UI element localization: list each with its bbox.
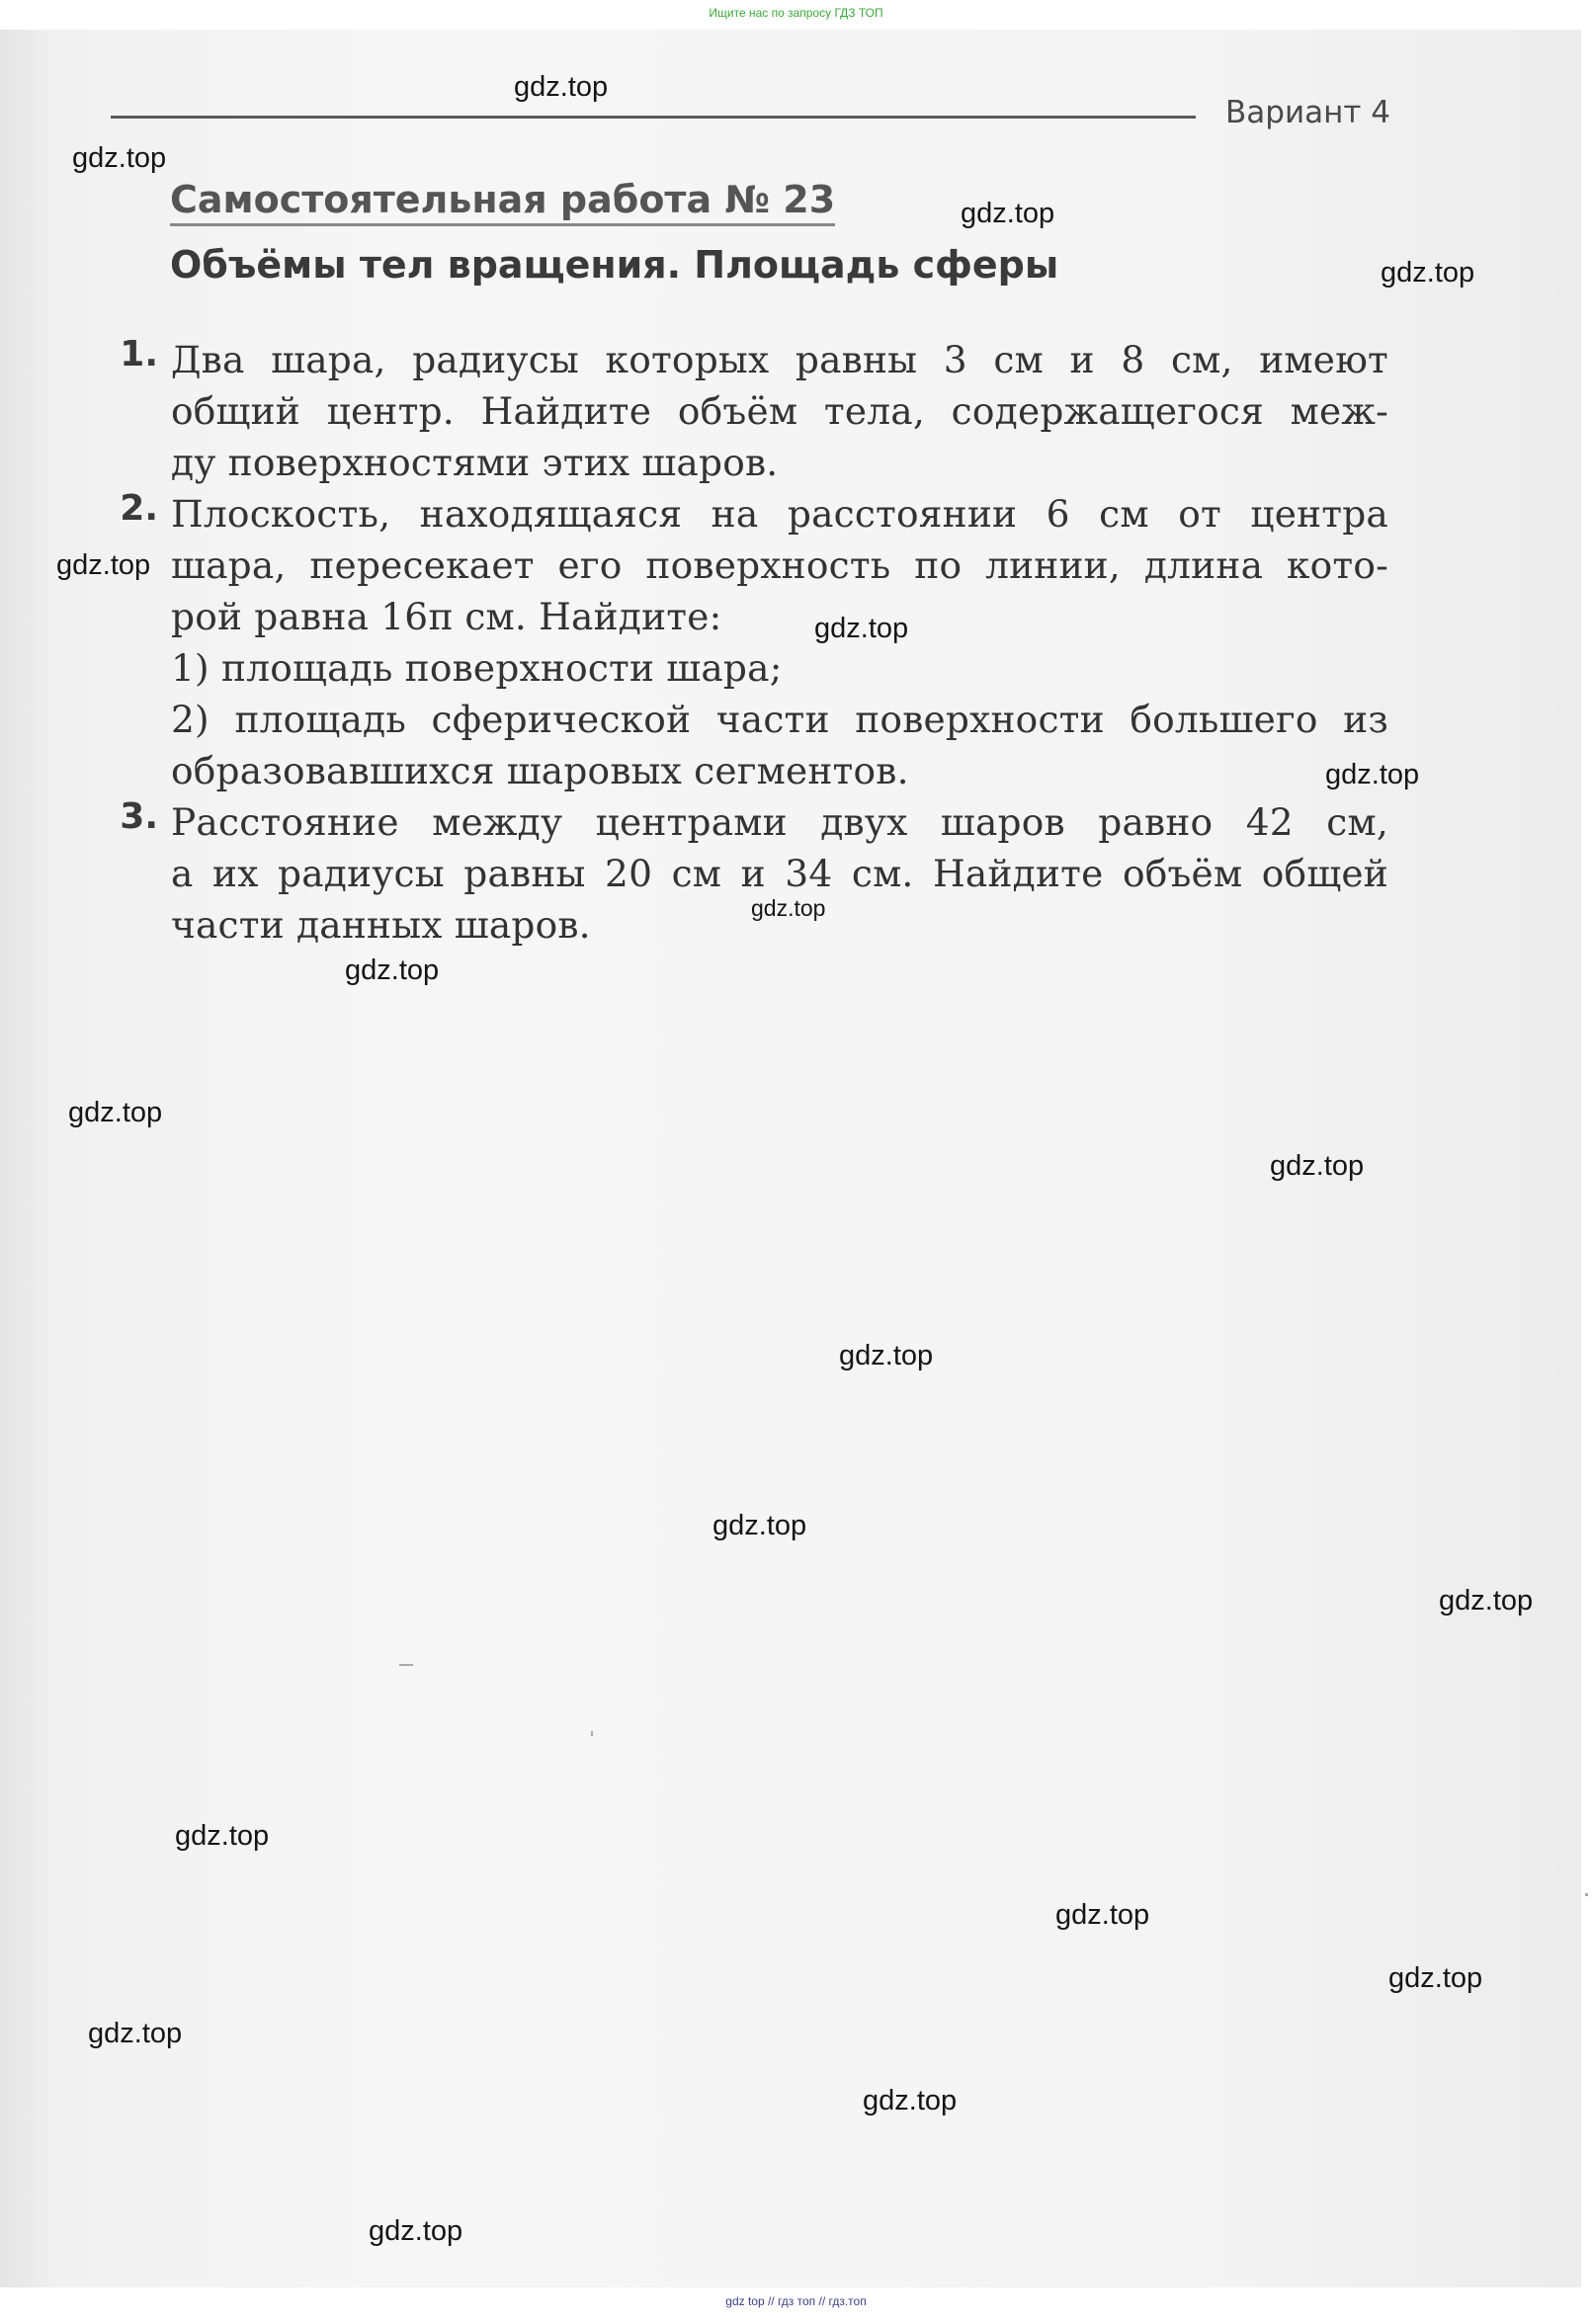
watermark: gdz.top	[751, 895, 826, 921]
problem-line: Расстояние между центрами двух шаров равно 42 см,	[171, 800, 1388, 844]
watermark: gdz.top	[56, 549, 151, 581]
problem-number: 1.	[120, 334, 158, 374]
watermark: gdz.top	[1055, 1899, 1150, 1931]
problem-line: 2) площадь сферической части поверхности большего из	[171, 698, 1388, 741]
problem-number: 2.	[120, 488, 158, 529]
watermark: gdz.top	[1270, 1150, 1365, 1182]
watermark: gdz.top	[1381, 257, 1475, 289]
problem-line: 1) площадь поверхности шара;	[171, 646, 783, 690]
watermark: gdz.top	[345, 954, 440, 986]
watermark: gdz.top	[1325, 759, 1420, 790]
watermark: gdz.top	[1439, 1585, 1534, 1617]
header-rule	[111, 116, 1196, 119]
problem-3	[109, 796, 1393, 951]
watermark: gdz.top	[68, 1097, 163, 1128]
problem-1	[109, 334, 1393, 488]
watermark: gdz.top	[369, 2215, 463, 2247]
problem-line: шара, пересекает его поверхность по линии, длина кото-	[171, 543, 1388, 587]
problem-2	[109, 488, 1393, 796]
scan-speck	[399, 1664, 413, 1666]
watermark: gdz.top	[88, 2018, 183, 2049]
problem-line: рой равна 16π см. Найдите:	[171, 595, 722, 638]
problem-line: общий центр. Найдите объём тела, содержащегося меж-	[171, 389, 1388, 433]
variant-label: Вариант 4	[1225, 95, 1390, 130]
problem-number: 3.	[120, 796, 158, 837]
scan-speck	[1585, 1893, 1588, 1896]
problem-line: Плоскость, находящаяся на расстоянии 6 см от центра	[171, 492, 1388, 536]
bottom-banner: gdz top // гдз топ // гдз.топ	[725, 2294, 867, 2308]
watermark: gdz.top	[712, 1510, 807, 1541]
watermark: gdz.top	[175, 1820, 270, 1852]
page-title: Самостоятельная работа № 23	[170, 178, 835, 226]
watermark: gdz.top	[514, 71, 609, 103]
problem-list	[109, 334, 1393, 951]
watermark: gdz.top	[814, 613, 909, 644]
watermark: gdz.top	[961, 198, 1055, 229]
watermark: gdz.top	[72, 142, 167, 174]
top-banner: Ищите нас по запросу ГДЗ ТОП	[709, 6, 883, 20]
watermark: gdz.top	[863, 2085, 958, 2116]
watermark: gdz.top	[1388, 1962, 1483, 1994]
problem-line: ду поверхностями этих шаров.	[171, 441, 779, 484]
scan-speck	[591, 1731, 593, 1736]
page-subtitle: Объёмы тел вращения. Площадь сферы	[170, 243, 1059, 287]
problem-line: а их радиусы равны 20 см и 34 см. Найдите объём общей	[171, 852, 1388, 895]
watermark: gdz.top	[839, 1340, 934, 1371]
problem-line: Два шара, радиусы которых равны 3 см и 8 см, имеют	[171, 338, 1388, 381]
problem-line: образовавшихся шаровых сегментов.	[171, 749, 909, 792]
problem-line: части данных шаров.	[171, 903, 591, 947]
